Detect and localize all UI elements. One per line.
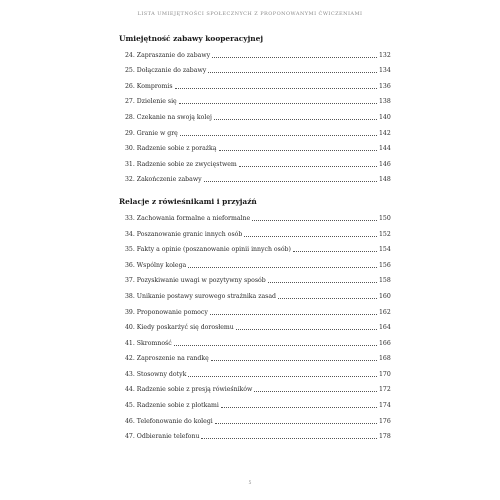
toc-entry-page: 168 [379,355,391,363]
dot-leader [278,298,377,299]
dot-leader [215,423,377,424]
dot-leader [244,236,377,237]
toc-entry-label: 25. Dołączanie do zabawy [125,67,207,75]
dot-leader [179,103,377,104]
toc-entry-page: 156 [379,261,391,269]
toc-entry[interactable] [119,365,390,381]
section-entries-peer-relations [119,209,390,443]
toc-entry-label: 24. Zapraszanie do zabawy [125,51,211,59]
dot-leader [293,251,377,252]
toc-entry-page: 146 [379,160,391,168]
dot-leader [254,391,377,392]
toc-entry-page: 164 [379,324,391,332]
dot-leader [175,88,377,89]
toc-entry-label: 44. Radzenie sobie z presją rówieśników [125,386,253,394]
dot-leader [252,220,377,221]
toc-entry[interactable] [119,381,390,397]
page-number: 5 [248,481,252,486]
toc-entry-label: 45. Radzenie sobie z plotkami [125,402,219,410]
toc-entry[interactable] [119,287,390,303]
toc-entry-page: 138 [379,98,391,106]
dot-leader [208,72,377,73]
dot-leader [188,267,377,268]
toc-entry-label: 38. Unikanie postawy surowego strażnika zasad [125,292,276,300]
dot-leader [210,314,377,315]
toc-entry-label: 28. Czekanie na swoją kolej [125,113,212,121]
toc-entry-page: 162 [379,308,391,316]
toc-entry-label: 34. Poszanowanie granic innych osób [125,230,243,238]
toc-entry-page: 172 [379,386,391,394]
toc-entry-label: 33. Zachowania formalne a nieformalne [125,214,251,222]
toc-entry-page: 140 [379,113,391,121]
section-title-cooperative-play: Umiejętność zabawy kooperacyjnej [119,34,264,43]
toc-entry-label: 47. Odbieranie telefonu [125,433,200,441]
toc-entry[interactable] [119,319,390,335]
toc-entry-page: 152 [379,230,391,238]
toc-entry[interactable] [119,350,390,366]
section-entries-cooperative-play [119,46,390,186]
toc-entry[interactable] [119,46,390,62]
toc-entry-page: 142 [379,129,391,137]
dot-leader [211,360,377,361]
toc-entry-page: 154 [379,246,391,254]
toc-entry-label: 35. Fakty a opinie (poszanowanie opinii innych osób) [125,246,291,254]
dot-leader [236,329,377,330]
table-of-contents [119,32,390,443]
toc-entry[interactable] [119,334,390,350]
toc-entry-page: 178 [379,433,391,441]
toc-entry-label: 41. Skromność [125,339,172,347]
toc-entry-page: 176 [379,417,391,425]
toc-entry[interactable] [119,77,390,93]
toc-entry-label: 30. Radzenie sobie z porażką [125,145,217,153]
dot-leader [212,57,377,58]
toc-entry[interactable] [119,303,390,319]
section-title-peer-relations: Relacje z rówieśnikami i przyjaźń [119,197,257,207]
toc-entry[interactable] [119,62,390,78]
toc-entry-label: 43. Stosowny dotyk [125,370,187,378]
toc-entry[interactable] [119,124,390,140]
dot-leader [221,407,377,408]
toc-entry-page: 144 [379,145,391,153]
toc-entry-page: 174 [379,402,391,410]
dot-leader [219,150,378,151]
toc-entry-page: 150 [379,214,391,222]
running-header: LISTA UMIEJĘTNOŚCI SPOŁECZNYCH Z PROPONOWANYMI ĆWICZENIAMI [137,11,363,17]
toc-entry-page: 148 [379,176,391,184]
toc-entry[interactable] [119,108,390,124]
toc-entry-page: 158 [379,277,391,285]
toc-entry[interactable] [119,140,390,156]
dot-leader [201,438,377,439]
toc-entry[interactable] [119,209,390,225]
toc-entry-page: 134 [379,67,391,75]
toc-entry[interactable] [119,241,390,257]
toc-entry-label: 42. Zaproszenie na randkę [125,355,209,363]
toc-entry[interactable] [119,412,390,428]
toc-entry-label: 26. Kompromis [125,82,173,90]
toc-entry[interactable] [119,272,390,288]
toc-entry-page: 166 [379,339,391,347]
dot-leader [188,376,377,377]
toc-entry-label: 32. Zakończenie zabawy [125,176,202,184]
toc-entry-page: 170 [379,370,391,378]
toc-entry[interactable] [119,256,390,272]
toc-entry[interactable] [119,396,390,412]
toc-entry[interactable] [119,93,390,109]
dot-leader [180,135,377,136]
toc-entry-label: 37. Pozyskiwanie uwagi w pozytywny sposób [125,277,266,285]
toc-entry-label: 29. Granie w grę [125,129,178,137]
dot-leader [174,345,377,346]
toc-entry-label: 36. Wspólny kolega [125,261,187,269]
toc-entry[interactable] [119,155,390,171]
dot-leader [268,282,377,283]
toc-entry-label: 46. Telefonowanie do kolegi [125,417,213,425]
dot-leader [239,166,377,167]
toc-entry[interactable] [119,225,390,241]
toc-entry-page: 132 [379,51,391,59]
toc-entry[interactable] [119,428,390,444]
dot-leader [204,181,377,182]
toc-entry[interactable] [119,171,390,187]
toc-entry-page: 160 [379,292,391,300]
toc-entry-label: 40. Kiedy poskarżyć się dorosłemu [125,324,234,332]
toc-entry-page: 136 [379,82,391,90]
toc-entry-label: 39. Proponowanie pomocy [125,308,208,316]
toc-entry-label: 31. Radzenie sobie ze zwycięstwem [125,160,237,168]
toc-entry-label: 27. Dzielenie się [125,98,177,106]
dot-leader [214,119,377,120]
